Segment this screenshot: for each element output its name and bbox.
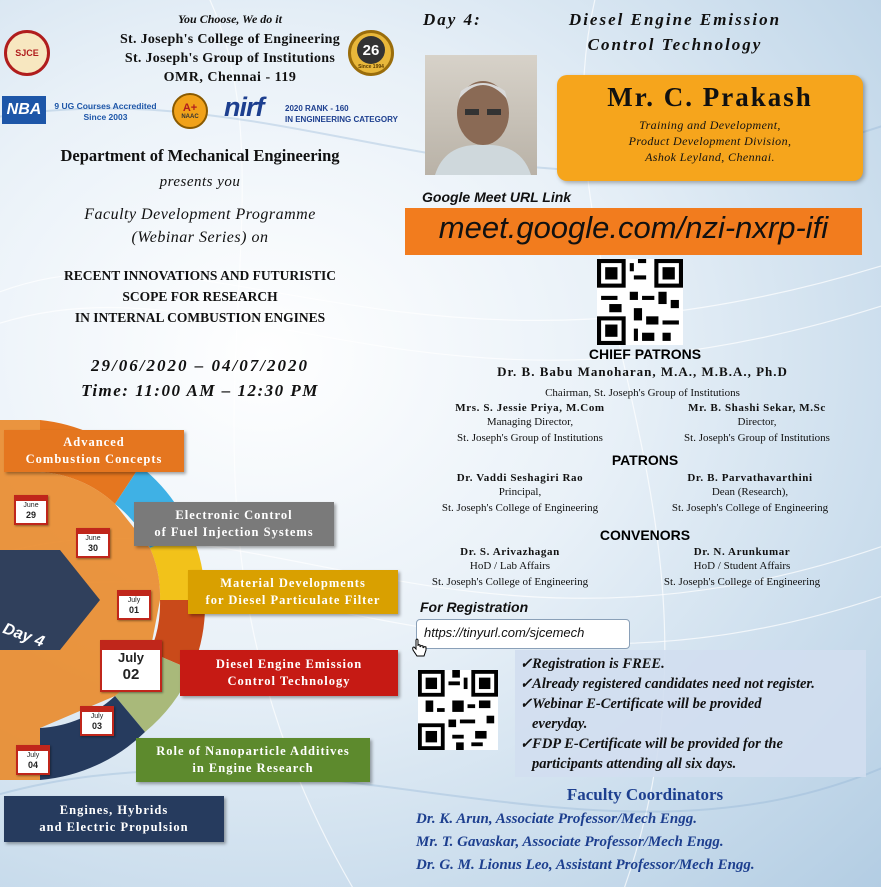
event-dates: 29/06/2020 – 04/07/2020 (91, 356, 309, 375)
convenor-right-name: Dr. N. Arunkumar (693, 546, 791, 558)
convenor-left-role2: St. Joseph's College of Engineering (431, 576, 589, 588)
calendar-icon-2 (76, 528, 110, 558)
speaker-name: Mr. C. Prakash (607, 82, 813, 112)
patron-left (408, 472, 632, 516)
topic-4-line1: Diesel Engine Emission (215, 657, 363, 671)
topic-1-line1: Advanced (63, 435, 125, 449)
calendar-month-5: July (90, 713, 104, 720)
session-title-line2: Control Technology (587, 35, 763, 54)
coordinators-heading: Faculty Coordinators (566, 785, 724, 804)
topic-line1: RECENT INNOVATIONS AND FUTURISTIC (64, 268, 336, 283)
convenor-left-role1: HoD / Lab Affairs (469, 560, 551, 572)
coordinators-list (416, 808, 876, 877)
patron-right-role1: Dean (Research), (711, 486, 789, 498)
patron-right (638, 472, 862, 516)
calendar-month-1: June (23, 502, 39, 509)
college-emblem-icon: SJCE (4, 30, 50, 76)
topic-6-line2: and Electric Propulsion (39, 820, 189, 834)
topic-3-line2: for Diesel Particulate Filter (205, 593, 381, 607)
topic-banner-3 (188, 570, 398, 614)
registration-heading: For Registration (420, 599, 529, 615)
coordinator-1: Dr. K. Arun, Associate Professor/Mech Engg. (416, 811, 698, 827)
calendar-icon-1 (14, 495, 48, 525)
nirf-logo-icon (224, 92, 282, 126)
programme-line2: (Webinar Series) on (131, 229, 269, 246)
calendar-month-4: July (117, 650, 144, 665)
day-tag: Day 4 (0, 620, 47, 651)
nirf-text-line2: IN ENGINEERING CATEGORY (285, 115, 398, 124)
topic-banner-6 (4, 796, 224, 842)
topic-1-line2: Combustion Concepts (25, 452, 163, 466)
speaker-role3: Ashok Leyland, Chennai. (645, 150, 775, 164)
person-icon (425, 55, 537, 175)
patron-left-role1: Principal, (498, 486, 542, 498)
chief-patron-left-name: Mrs. S. Jessie Priya, M.Com (455, 402, 605, 414)
calendar-day-5: 03 (91, 721, 102, 731)
convenors-heading: CONVENORS (599, 527, 691, 543)
coordinator-2: Mr. T. Gavaskar, Associate Professor/Mech Engg. (416, 834, 724, 850)
topic-4-line2: Control Technology (227, 674, 351, 688)
nirf-logo-text: nirf (224, 92, 264, 122)
note-fdp-certificate: ✓FDP E-Certificate will be provided for the (520, 736, 783, 752)
programme-line1: Faculty Development Programme (84, 206, 316, 223)
meet-qr-code-icon[interactable] (597, 259, 683, 345)
nba-text (48, 101, 163, 123)
coordinator-3: Dr. G. M. Lionus Leo, Assistant Professor/Mech Engg. (416, 857, 755, 873)
topic-banner-5 (136, 738, 370, 782)
calendar-day-6: 04 (27, 760, 38, 770)
convenor-left (398, 546, 622, 590)
calendar-icon-5 (80, 706, 114, 736)
session-day-label: Day 4: (423, 10, 482, 29)
college-name: St. Joseph's College of Engineering (119, 32, 341, 47)
topic-3-line1: Material Developments (220, 576, 366, 590)
tagline: You Choose, We do it (178, 12, 282, 26)
note-free: ✓Registration is FREE. (520, 656, 665, 672)
hand-cursor-icon (410, 638, 428, 658)
presents-text: presents you (159, 174, 241, 190)
patron-right-role2: St. Joseph's College of Engineering (671, 502, 829, 514)
chief-patron-main-role: Chairman, St. Joseph's Group of Institutions (545, 387, 740, 399)
topic-2-line2: of Fuel Injection Systems (154, 525, 314, 539)
note-webinar-certificate-cont: everyday. (532, 716, 588, 732)
patrons-heading: PATRONS (611, 452, 679, 468)
naac-grade: A+ (182, 102, 198, 114)
chief-patron-left-role2: St. Joseph's Group of Institutions (457, 432, 603, 444)
speaker-role2: Product Development Division, (628, 134, 792, 148)
session-title-line1: Diesel Engine Emission (568, 10, 782, 29)
chief-patron-right-role1: Director, (737, 416, 777, 428)
chief-patron-right (645, 402, 869, 446)
topic-banner-4 (180, 650, 398, 696)
topic-5-line2: in Engine Research (192, 761, 314, 775)
chief-patron-right-name: Mr. B. Shashi Sekar, M.Sc (688, 402, 826, 414)
convenor-right-role2: St. Joseph's College of Engineering (663, 576, 821, 588)
chief-patron-main-name: Dr. B. Babu Manoharan, M.A., M.B.A., Ph.D (497, 364, 788, 379)
nba-text-line2: Since 2003 (83, 112, 128, 122)
convenor-right (630, 546, 854, 590)
nba-logo-icon (2, 96, 46, 124)
note-already-registered: ✓Already registered candidates need not register. (520, 676, 815, 692)
note-webinar-certificate: ✓Webinar E-Certificate will be provided (520, 696, 762, 712)
patron-right-name: Dr. B. Parvathavarthini (687, 472, 813, 484)
convenor-right-role1: HoD / Student Affairs (693, 560, 791, 572)
topic-banner-2 (134, 502, 334, 546)
meet-label: Google Meet URL Link (422, 189, 572, 205)
nba-text-line1: 9 UG Courses Accredited (54, 101, 157, 111)
calendar-day-1: 29 (25, 510, 36, 520)
anniversary-badge-icon (348, 30, 394, 76)
chief-patron-left-role1: Managing Director, (486, 416, 574, 428)
group-name: St. Joseph's Group of Institutions (124, 51, 336, 66)
calendar-day-3: 01 (128, 605, 139, 615)
calendar-day-4: 02 (122, 666, 140, 683)
anniversary-number: 26 (357, 36, 385, 64)
speaker-photo (425, 55, 537, 175)
topic-line2: SCOPE FOR RESEARCH (122, 289, 278, 304)
speaker-role1: Training and Development, (639, 118, 781, 132)
registration-url-link[interactable]: https://tinyurl.com/sjcemech (424, 625, 585, 640)
nirf-text-line1: 2020 RANK - 160 (285, 104, 349, 113)
nba-logo-text: NBA (6, 101, 42, 118)
calendar-icon-3 (117, 590, 151, 620)
chief-patrons-heading: CHIEF PATRONS (588, 346, 702, 362)
patron-left-name: Dr. Vaddi Seshagiri Rao (456, 472, 584, 484)
topic-2-line1: Electronic Control (175, 508, 293, 522)
college-address: OMR, Chennai - 119 (163, 70, 297, 85)
nirf-text (285, 103, 435, 125)
topic-line3: IN INTERNAL COMBUSTION ENGINES (74, 310, 326, 325)
convenor-left-name: Dr. S. Arivazhagan (460, 546, 560, 558)
chief-patron-right-role2: St. Joseph's Group of Institutions (684, 432, 830, 444)
naac-label: NAAC (181, 114, 199, 120)
event-time: Time: 11:00 AM – 12:30 PM (81, 381, 319, 400)
department-name: Department of Mechanical Engineering (60, 146, 340, 165)
calendar-day-2: 30 (87, 543, 98, 553)
anniversary-text: Since 1994 (358, 64, 384, 70)
registration-qr-code-icon[interactable] (418, 670, 498, 750)
note-fdp-certificate-cont: participants attending all six days. (532, 756, 737, 772)
registration-notes (520, 654, 866, 774)
patron-left-role2: St. Joseph's College of Engineering (441, 502, 599, 514)
calendar-month-6: July (26, 752, 40, 759)
calendar-icon-6 (16, 745, 50, 775)
calendar-month-2: June (85, 535, 101, 542)
calendar-icon-4 (100, 640, 162, 692)
naac-badge-icon (172, 93, 208, 129)
chief-patron-left (418, 402, 642, 446)
topic-6-line1: Engines, Hybrids (59, 803, 169, 817)
calendar-month-3: July (127, 597, 141, 604)
meet-url-link[interactable]: meet.google.com/nzi-nxrp-ifi (438, 210, 829, 245)
topic-5-line1: Role of Nanoparticle Additives (156, 744, 350, 758)
topic-banner-1 (4, 430, 184, 472)
